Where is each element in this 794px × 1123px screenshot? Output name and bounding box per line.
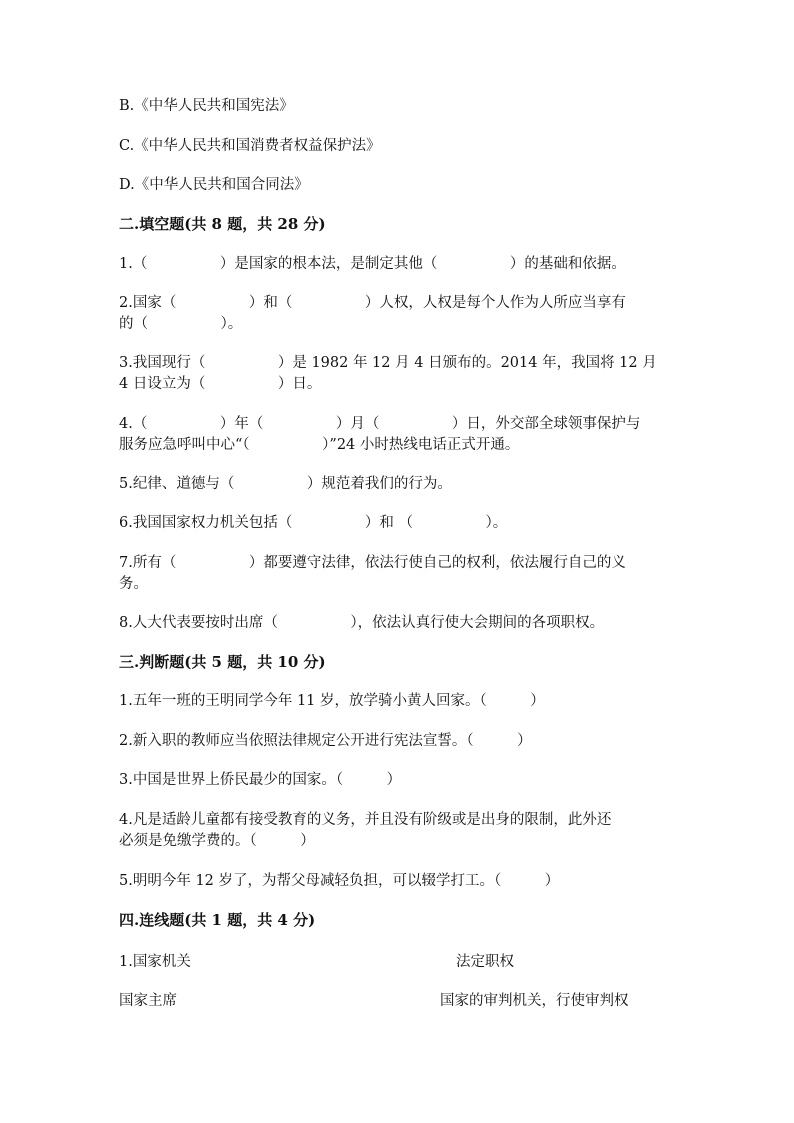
fill-q7-line2: 务。	[119, 576, 148, 592]
fill-q6: 6.我国国家权力机关包括（ ）和 （ ）。	[119, 515, 508, 531]
tf-q1: 1.五年一班的王明同学今年 11 岁，放学骑小黄人回家。（ ）	[119, 693, 545, 709]
fill-q2-line2: 的（ ）。	[119, 316, 243, 332]
fill-q8: 8.人大代表要按时出席（ ），依法认真行使大会期间的各项职权。	[119, 615, 605, 631]
true-false-heading: 三.判断题(共 5 题，共 10 分)	[119, 653, 326, 671]
matching-right-1: 法定职权	[456, 954, 514, 970]
fill-blank-heading: 二.填空题(共 8 题，共 28 分)	[119, 215, 326, 233]
matching-right-2: 国家的审判机关，行使审判权	[440, 993, 629, 1009]
matching-heading: 四.连线题(共 1 题，共 4 分)	[119, 911, 316, 929]
fill-q7-line1: 7.所有（ ）都要遵守法律，依法行使自己的权利，依法履行自己的义	[119, 555, 626, 571]
tf-q5: 5.明明今年 12 岁了，为帮父母减轻负担，可以辍学打工。（ ）	[119, 873, 560, 889]
fill-q2-line1: 2.国家（ ）和（ ）人权，人权是每个人作为人所应当享有	[119, 295, 626, 311]
matching-left-2: 国家主席	[119, 993, 177, 1009]
option-b: B.《中华人民共和国宪法》	[119, 98, 294, 114]
fill-q3-line2: 4 日设立为（ ）日。	[119, 376, 322, 392]
fill-q4-line2: 服务应急呼叫中心“（ ）”24 小时热线电话正式开通。	[119, 437, 520, 453]
tf-q4-line2: 必须是免缴学费的。（ ）	[119, 833, 315, 849]
fill-q1: 1.（ ）是国家的根本法，是制定其他（ ）的基础和依据。	[119, 256, 626, 272]
tf-q4-line1: 4.凡是适龄儿童都有接受教育的义务，并且没有阶级或是出身的限制，此外还	[119, 812, 612, 828]
tf-q2: 2.新入职的教师应当依照法律规定公开进行宪法宣誓。（ ）	[119, 733, 532, 749]
option-d: D.《中华人民共和国合同法》	[119, 177, 309, 193]
option-c: C.《中华人民共和国消费者权益保护法》	[119, 138, 381, 154]
fill-q5: 5.纪律、道德与（ ）规范着我们的行为。	[119, 476, 452, 492]
fill-q3-line1: 3.我国现行（ ）是 1982 年 12 月 4 日颁布的。2014 年，我国将 12 月	[119, 355, 657, 371]
fill-q4-line1: 4.（ ）年（ ）月（ ）日，外交部全球领事保护与	[119, 416, 641, 432]
tf-q3: 3.中国是世界上侨民最少的国家。（ ）	[119, 772, 402, 788]
matching-left-1: 1.国家机关	[119, 954, 191, 970]
